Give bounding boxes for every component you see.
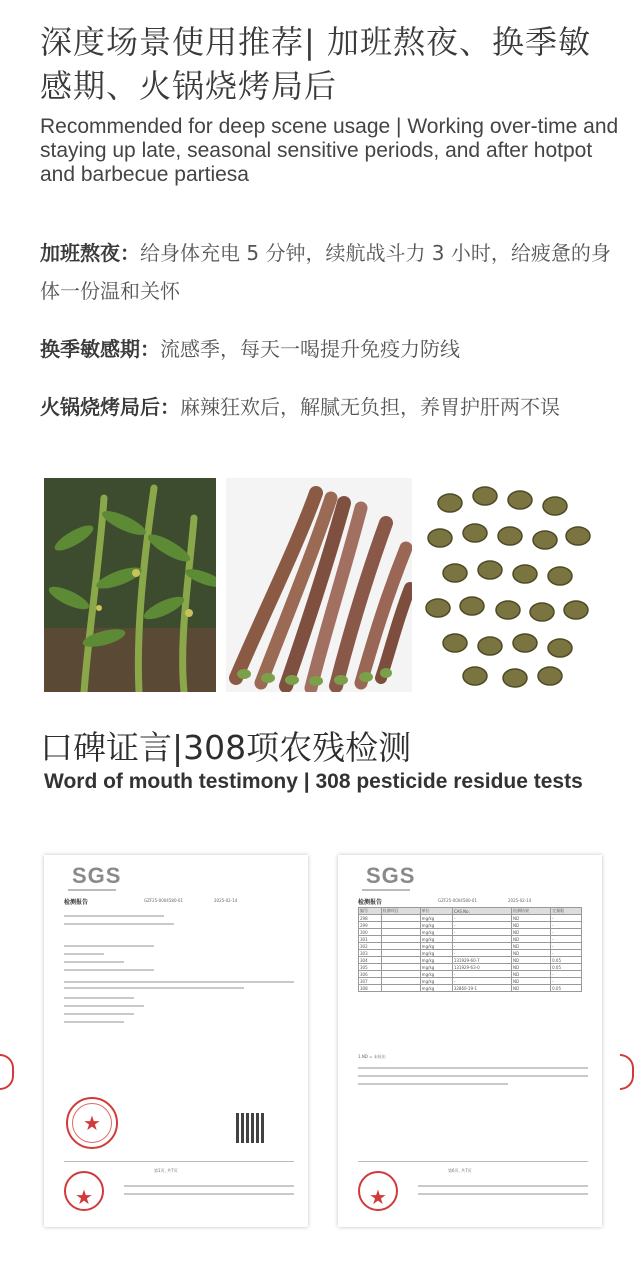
text-line	[64, 997, 134, 999]
text-line	[124, 1185, 294, 1187]
table-header: 检测项目	[381, 908, 420, 915]
red-seal-stamp-small	[358, 1171, 398, 1211]
report-title: 检测报告	[358, 899, 383, 906]
page-number: 第1页, 共7页	[154, 1168, 178, 1173]
text-line	[64, 987, 244, 989]
report-date: 2025-02-14	[508, 898, 532, 903]
report-title: 检测报告	[64, 899, 89, 906]
stamp-edge-mark	[620, 1054, 634, 1090]
report-number: GZF25-0004580-01	[144, 898, 184, 903]
text-line	[418, 1185, 588, 1187]
sgs-report-page-6	[338, 855, 602, 1227]
scene-separator: ：	[140, 337, 160, 361]
text-line	[358, 1075, 588, 1077]
text-line	[64, 915, 164, 917]
text-line	[64, 969, 154, 971]
text-line	[64, 1021, 124, 1023]
page-heading: 深度场景使用推荐| 加班熬夜、换季敏感期、火锅烧烤局后	[40, 23, 591, 105]
text-line	[124, 1193, 294, 1195]
table-header-row	[359, 908, 582, 915]
text-line	[64, 945, 154, 947]
page-heading-english: Recommended for deep scene usage | Working over-time and staying up late, seasonal sensitive periods, and after hotpot and barbecue partiesa	[40, 115, 619, 186]
table-header: 单位	[420, 908, 452, 915]
report-date: 2025-02-14	[214, 898, 238, 903]
table-header: 编号	[359, 908, 382, 915]
text-line	[64, 923, 174, 925]
logo-underline	[68, 889, 116, 891]
product-photos	[44, 478, 594, 692]
qr-code	[236, 1113, 266, 1143]
scene-text: 麻辣狂欢后，解腻无负担，养胃护肝两不误	[180, 395, 560, 419]
table-row: 306 mg/kg - ND -	[359, 971, 582, 978]
sgs-report-page-1	[44, 855, 308, 1227]
page-number: 第6页, 共7页	[448, 1168, 472, 1173]
text-line	[64, 1013, 134, 1015]
table-row: 303 mg/kg - ND -	[359, 950, 582, 957]
scene-separator: ：	[160, 395, 180, 419]
divider	[358, 1161, 588, 1162]
dried-fengdou-photo	[420, 478, 594, 692]
scene-label: 换季敏感期	[40, 337, 140, 361]
table-row: 299 mg/kg - ND -	[359, 922, 582, 929]
text-line	[64, 961, 124, 963]
red-seal-stamp	[66, 1097, 118, 1149]
table-row: 308 mg/kg 32860-19-1 ND 0.05	[359, 985, 582, 992]
scene-hotpot	[40, 388, 620, 426]
testimony-heading-english: Word of mouth testimony | 308 pesticide residue tests	[44, 770, 583, 793]
scene-seasonal	[40, 330, 620, 368]
table-row: 298 mg/kg - ND -	[359, 915, 582, 922]
scene-label: 火锅烧烤局后	[40, 395, 160, 419]
testimony-heading: 口碑证言|308项农残检测	[40, 728, 412, 767]
table-row: 300 mg/kg - ND -	[359, 929, 582, 936]
scene-separator: ：	[120, 241, 140, 265]
text-line	[64, 981, 294, 983]
table-header: CAS No.	[452, 908, 511, 915]
table-row: 301 mg/kg - ND -	[359, 936, 582, 943]
logo-underline	[362, 889, 410, 891]
red-seal-stamp-small	[64, 1171, 104, 1211]
divider	[64, 1161, 294, 1162]
table-header: 定量限	[551, 908, 582, 915]
stamp-edge-mark	[0, 1054, 14, 1090]
scene-label: 加班熬夜	[40, 241, 120, 265]
table-row: 305 mg/kg 131929-63-0 ND 0.05	[359, 964, 582, 971]
fresh-stems-photo	[226, 478, 412, 692]
scene-text: 给身体充电 5 分钟，续航战斗力 3 小时，给疲惫的身体一份温和关怀	[40, 241, 611, 303]
table-row: 307 mg/kg - ND -	[359, 978, 582, 985]
text-line	[358, 1083, 508, 1085]
scene-text: 流感季，每天一喝提升免疫力防线	[160, 337, 460, 361]
sgs-logo: SGS	[72, 863, 122, 888]
table-header: 检测结果	[512, 908, 551, 915]
report-number: GZF25-0004580-01	[438, 898, 478, 903]
text-line	[64, 953, 104, 955]
text-line	[418, 1193, 588, 1195]
table-row: 304 mg/kg 131929-60-7 ND 0.05	[359, 957, 582, 964]
nd-note: 1.ND = 未检出	[358, 1054, 386, 1059]
text-line	[64, 1005, 144, 1007]
scene-overtime	[40, 234, 620, 310]
pesticide-result-table	[358, 907, 582, 992]
dendrobium-plant-photo	[44, 478, 216, 692]
table-row: 302 mg/kg - ND -	[359, 943, 582, 950]
sgs-logo: SGS	[366, 863, 416, 888]
text-line	[358, 1067, 588, 1069]
